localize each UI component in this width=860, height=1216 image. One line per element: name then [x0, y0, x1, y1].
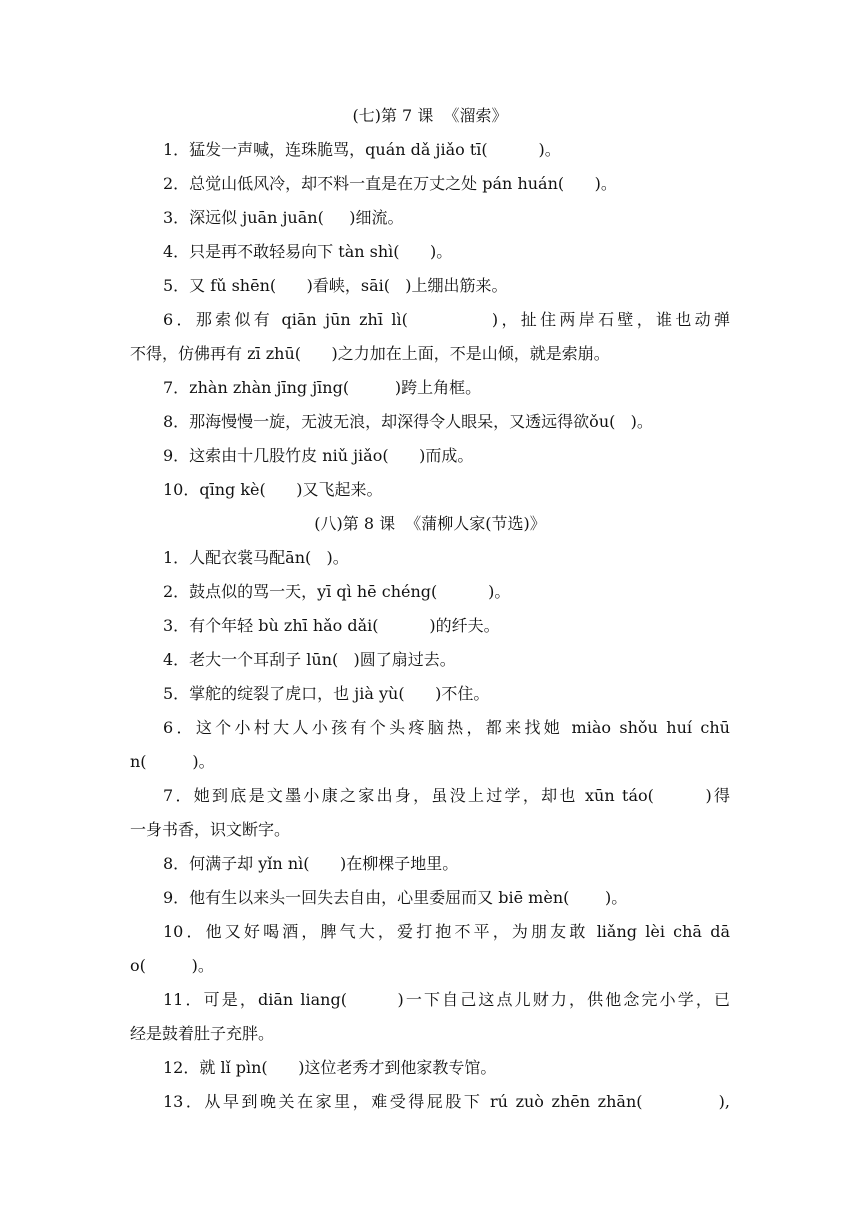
lesson7-q6-line1: 6．那索似有 qiān jūn zhī lì( )，扯住两岸石壁，谁也动弹 [163, 310, 730, 329]
lesson7-heading: (七)第 7 课 《溜索》 [352, 106, 508, 125]
lesson7-q8: 8．那海慢慢一旋，无波无浪，却深得令人眼呆，又透远得欲ǒu( )。 [163, 412, 653, 431]
lesson8-q3: 3．有个年轻 bù zhī hǎo dǎi( )的纤夫。 [163, 616, 500, 635]
lesson8-q4: 4．老大一个耳刮子 lūn( )圆了扇过去。 [163, 650, 456, 669]
lesson8-q11-line2: 经是鼓着肚子充胖。 [130, 1024, 275, 1043]
lesson7-q7: 7．zhàn zhàn jīng jīng( )跨上角框。 [163, 378, 482, 397]
lesson8-q2: 2．鼓点似的骂一天，yī qì hē chéng( )。 [163, 582, 511, 601]
lesson8-q11-line1: 11．可是，diān liang( )一下自己这点儿财力，供他念完小学，已 [163, 990, 730, 1009]
lesson8-q5: 5．掌舵的绽裂了虎口，也 jià yù( )不住。 [163, 684, 490, 703]
lesson7-q6-line2: 不得，仿佛再有 zī zhū( )之力加在上面，不是山倾，就是索崩。 [130, 344, 610, 363]
lesson8-q9: 9．他有生以来头一回失去自由，心里委屈而又 biē mèn( )。 [163, 888, 628, 907]
lesson8-q7-line1: 7．她到底是文墨小康之家出身，虽没上过学，却也 xūn táo( )得 [163, 786, 730, 805]
lesson8-q1: 1．人配衣裳马配ān( )。 [163, 548, 349, 567]
lesson8-q6-line1: 6．这个小村大人小孩有个头疼脑热，都来找她 miào shǒu huí chū [163, 718, 730, 737]
lesson8-q12: 12．就 lǐ pìn( )这位老秀才到他家教专馆。 [163, 1058, 497, 1077]
lesson7-q9: 9．这索由十几股竹皮 niǔ jiǎo( )而成。 [163, 446, 474, 465]
lesson7-q1: 1．猛发一声喊，连珠脆骂，quán dǎ jiǎo tī( )。 [163, 140, 561, 159]
lesson7-q3: 3．深远似 juān juān( )细流。 [163, 208, 404, 227]
lesson8-q8: 8．何满子却 yǐn nì( )在柳棵子地里。 [163, 854, 459, 873]
lesson8-heading: (八)第 8 课 《蒲柳人家(节选)》 [314, 514, 546, 533]
lesson7-q4: 4．只是再不敢轻易向下 tàn shì( )。 [163, 242, 453, 261]
lesson8-q7-line2: 一身书香，识文断字。 [130, 820, 291, 839]
lesson8-q13: 13．从早到晚关在家里，难受得屁股下 rú zuò zhēn zhān( ), [163, 1092, 730, 1111]
lesson7-q5: 5．又 fǔ shēn( )看峡，sāi( )上绷出筋来。 [163, 276, 508, 295]
lesson7-q2: 2．总觉山低风冷，却不料一直是在万丈之处 pán huán( )。 [163, 174, 617, 193]
lesson8-q10-line2: o( )。 [130, 956, 214, 975]
lesson7-q10: 10．qīng kè( )又飞起来。 [163, 480, 383, 499]
lesson8-q10-line1: 10．他又好喝酒，脾气大，爱打抱不平，为朋友敢 liǎng lèi chā dā [163, 922, 730, 941]
lesson8-q6-line2: n( )。 [130, 752, 215, 771]
